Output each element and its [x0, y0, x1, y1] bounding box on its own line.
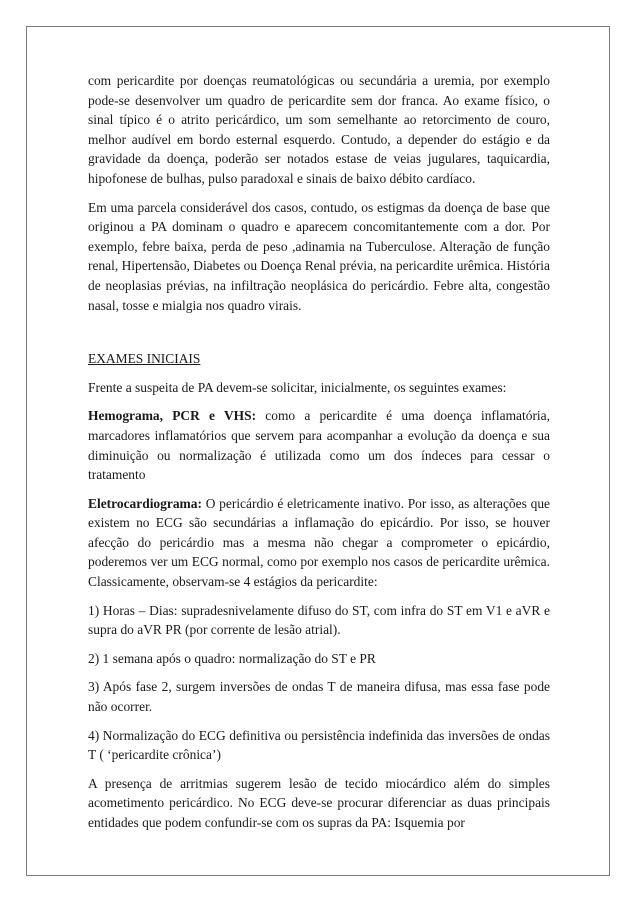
ecg-stage-1: 1) Horas – Dias: supradesnivelamente difuso do ST, com infra do ST em V1 e aVR e supra do aVR PR (por corrente de lesão atrial). [88, 602, 550, 638]
ecg-text: O pericárdio é eletricamente inativo. Por isso, as alterações que existem no ECG são secundárias a inflamação do epicárdio. Por isso, se houver afecção do pericárdio mas a mesma não chegar a comprometer o epicárdio, poderemos ver um ECG normal, como por exemplo nos casos de pericardite urêmica. Classicamente, observam-se 4 estágios da pericardite: [88, 495, 550, 590]
paragraph-underlying-disease: Em uma parcela considerável dos casos, contudo, os estigmas da doença de base que originou a PA dominam o quadro e aparecem concomitantemente com a dor. Por exemplo, febre baixa, perda de peso ,adinamia na Tuberculose. Alteração de função renal, Hipertensão, Diabetes ou Doença Renal prévia, na pericardite urêmica. História de neoplasias prévias, na infiltração neoplásica do pericárdio. Febre alta, congestão nasal, tosse e mialgia nos quadro virais. [88, 199, 550, 313]
paragraph-clinical-signs: com pericardite por doenças reumatológicas ou secundária a uremia, por exemplo pode-se desenvolver um quadro de pericardite sem dor franca. Ao exame físico, o sinal típico é o atrito pericárdico, um som semelhante ao retorcimento de couro, melhor audível em bordo esternal esquerdo. Contudo, a depender do estágio e da gravidade da doença, poderão ser notados estase de veias jugulares, taquicardia, hipofonese de bulhas, pulso paradoxal e sinais de baixo débito cardíaco. [88, 73, 550, 186]
paragraph-arrhythmias: A presença de arritmias sugerem lesão de tecido miocárdico além do simples acometimento pericárdico. No ECG deve-se procurar diferenciar as duas principais entidades que podem confundir-se com os supras da PA: Isquemia por [88, 775, 550, 830]
section-heading: EXAMES INICIAIS [88, 351, 201, 367]
paragraph-ecg [88, 494, 550, 592]
hemograma-label: Hemograma, PCR e VHS: [88, 408, 257, 424]
paragraph-hemograma [88, 406, 550, 484]
page-content [88, 71, 550, 842]
section-gap [88, 324, 550, 349]
ecg-stage-2: 2) 1 semana após o quadro: normalização do ST e PR [88, 650, 376, 666]
ecg-stage-4: 4) Normalização do ECG definitiva ou persistência indefinida das inversões de ondas T ( ‘pericardite crônica’) [88, 727, 550, 763]
hemograma-text: como a pericardite é uma doença inflamatória, marcadores inflamatórios que servem para acompanhar a evolução da doença e sua diminuição ou normalização é utilizada como um dos índeces para cessar o tratamento [88, 408, 550, 483]
ecg-stage-3: 3) Após fase 2, surgem inversões de ondas T de maneira difusa, mas essa fase pode não ocorrer. [88, 679, 550, 715]
section-intro: Frente a suspeita de PA devem-se solicitar, inicialmente, os seguintes exames: [88, 379, 507, 395]
ecg-label: Eletrocardiograma: [88, 495, 202, 511]
